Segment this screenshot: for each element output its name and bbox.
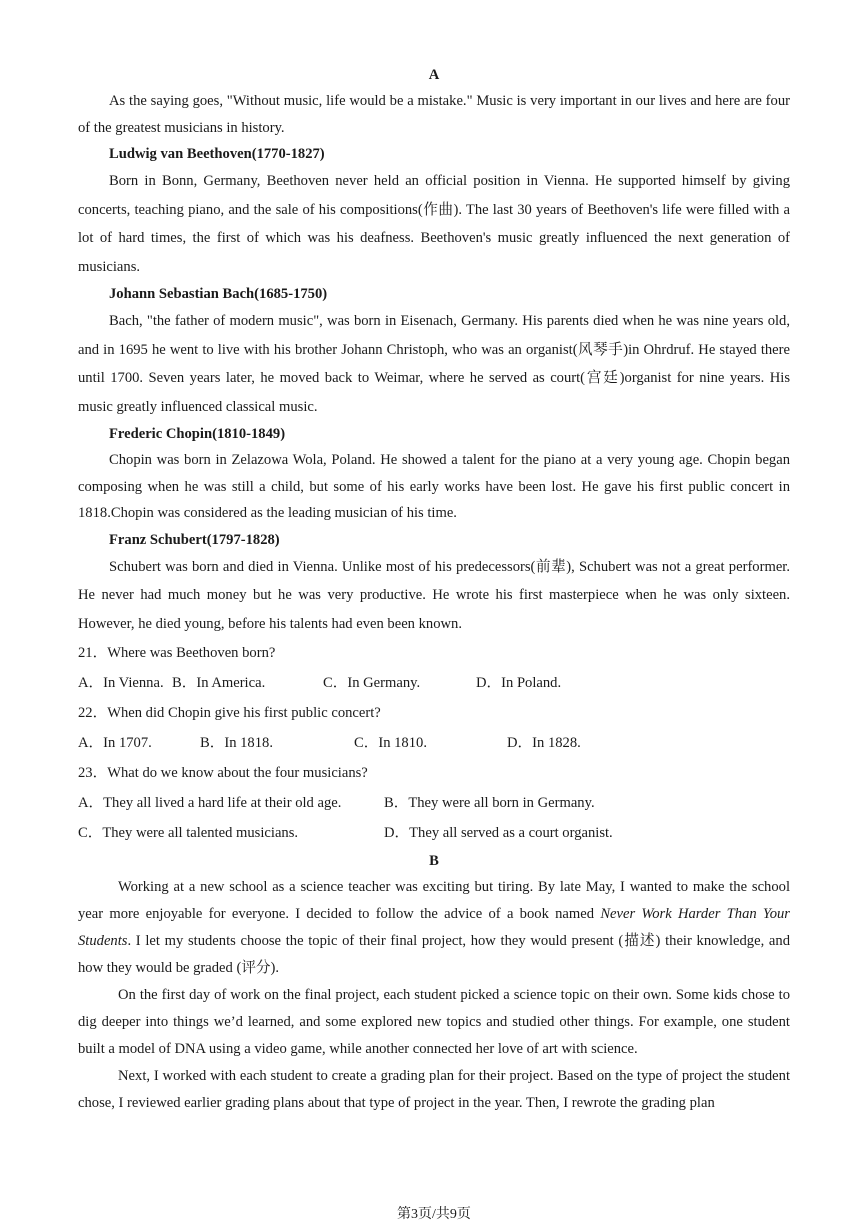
question-21-option-d[interactable]: D．In Poland. <box>476 675 562 691</box>
section-b-p1-after: . I let my students choose the topic of their final project, how they would present (描述) their knowledge, and how they would be graded (评分). <box>78 933 790 976</box>
question-22-options <box>78 728 790 758</box>
exam-page <box>78 62 790 1117</box>
question-21-options <box>78 668 790 698</box>
question-21-option-a[interactable]: A．In Vienna. <box>78 675 164 691</box>
question-22-option-d[interactable]: D．In 1828. <box>507 735 581 751</box>
question-21-stem: 21．Where was Beethoven born? <box>78 645 276 661</box>
question-23-options-row1 <box>78 788 790 818</box>
question-23-options-row2 <box>78 818 790 848</box>
musician-heading-schubert: Franz Schubert(1797-1828) <box>109 531 280 548</box>
question-21-option-c[interactable]: C．In Germany. <box>323 675 421 691</box>
section-b-p1-before: Working at a new school as a science teacher was exciting but tiring. By late May, I wanted to make the school year more enjoyable for everyone. I decided to follow the advice of a book named <box>78 879 790 922</box>
musician-heading-beethoven: Ludwig van Beethoven(1770-1827) <box>109 146 325 162</box>
section-a-label: A <box>428 67 440 83</box>
musician-heading-bach: Johann Sebastian Bach(1685-1750) <box>109 286 328 302</box>
musician-text-schubert: Schubert was born and died in Vienna. Unlike most of his predecessors(前辈), Schubert was not a great performer. He never had much money but he was very productive. He wrote his first masterpiece when he was only sixteen. However, he died young, before his talents had even been known. <box>78 558 790 632</box>
musician-text-beethoven: Born in Bonn, Germany, Beethoven never held an official position in Vienna. He supported himself by giving concerts, teaching piano, and the sale of his compositions(作曲). The last 30 years of Beethoven's life were filled with a lot of hard times, the first of which was his deafness. Beethoven's music greatly influenced the next generation of musicians. <box>78 173 790 275</box>
musician-heading-chopin: Frederic Chopin(1810-1849) <box>109 426 286 442</box>
page-number-footer: 第3页/共9页 <box>397 1207 471 1222</box>
question-22-option-b[interactable]: B．In 1818. <box>200 735 273 751</box>
section-b-label: B <box>429 853 439 869</box>
question-23-option-c[interactable]: C．They were all talented musicians. <box>78 825 299 841</box>
musician-text-bach: Bach, "the father of modern music", was born in Eisenach, Germany. His parents died when he was nine years old, and in 1695 he went to live with his brother Johann Christoph, who was an organist(风琴手)in Ohrdruf. He stayed there until 1700. Seven years later, he moved back to Weimar, where he served as court(宫廷)organist for nine years. His music greatly influenced classical music. <box>78 313 790 415</box>
question-22-option-c[interactable]: C．In 1810. <box>354 735 427 751</box>
question-23-option-a[interactable]: A．They all lived a hard life at their old age. <box>78 795 342 811</box>
question-22-option-a[interactable]: A．In 1707. <box>78 735 152 751</box>
question-23-stem: 23．What do we know about the four musicians? <box>78 765 368 781</box>
question-23-option-b[interactable]: B．They were all born in Germany. <box>384 795 595 811</box>
section-b-paragraph-1 <box>78 874 790 982</box>
question-21-option-b[interactable]: B．In America. <box>172 675 266 691</box>
book-title: Never Work Harder Than Your Students <box>78 906 790 949</box>
question-22-stem: 22．When did Chopin give his first public concert? <box>78 705 381 721</box>
section-b-paragraph-3: Next, I worked with each student to create a grading plan for their project. Based on the type of project the student chose, I reviewed earlier grading plans about that type of project in the year. Then, I rewrote the grading plan <box>78 1068 790 1111</box>
section-b-paragraph-2: On the first day of work on the final project, each student picked a science topic on their own. Some kids chose to dig deeper into things we’d learned, and some explored new topics and studied other things. For example, one student built a model of DNA using a video game, while another connected her love of art with science. <box>78 987 790 1057</box>
section-a-intro: As the saying goes, "Without music, life would be a mistake." Music is very important in our lives and here are four of the greatest musicians in history. <box>78 93 790 136</box>
musician-text-chopin: Chopin was born in Zelazowa Wola, Poland. He showed a talent for the piano at a very young age. Chopin began composing when he was still a child, but some of his early works have been lost. He gave his first public concert in 1818.Chopin was considered as the leading musician of his time. <box>78 452 790 521</box>
question-23-option-d[interactable]: D．They all served as a court organist. <box>384 825 613 841</box>
